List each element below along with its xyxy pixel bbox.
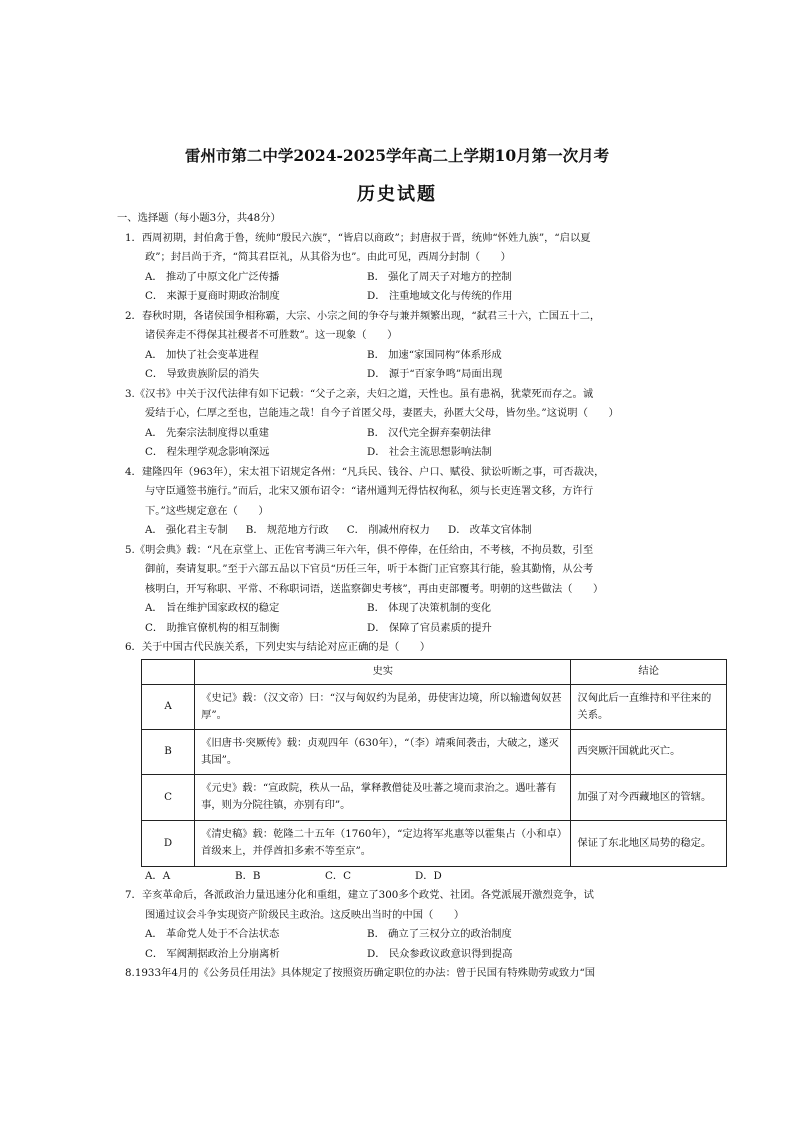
question-8 bbox=[117, 964, 689, 984]
option-b[interactable]: B． 确立了三权分立的政治制度 bbox=[367, 928, 512, 940]
option-a[interactable]: A． 旨在维护国家政权的稳定 bbox=[145, 602, 280, 614]
question-5-options bbox=[125, 599, 689, 638]
option-c[interactable]: C． 导致贵族阶层的消失 bbox=[145, 368, 260, 380]
option-c[interactable]: C． 来源于夏商时期政治制度 bbox=[145, 290, 280, 302]
question-2-line-1: 2．春秋时期，各诸侯国争相称霸，大宗、小宗之间的争夺与兼并频繁出现，“弑君三十六，亡国五十二， bbox=[125, 309, 601, 322]
row-fact: 《旧唐书·突厥传》载：贞观四年（630年），“（李）靖乘间袭击，大破之，遂灭其国”。 bbox=[195, 729, 571, 774]
row-fact: 《元史》载：“宣政院，秩从一品，掌释教僧徒及吐蕃之境而隶治之。遇吐蕃有事，则为分院往镇，亦别有印”。 bbox=[195, 774, 571, 820]
row-letter: A bbox=[142, 684, 195, 729]
table-row bbox=[142, 774, 727, 820]
option-c[interactable]: C． 助推官僚机构的相互制衡 bbox=[145, 621, 280, 634]
option-d[interactable]: D． 改革文官体制 bbox=[447, 524, 532, 536]
option-c[interactable]: C．C bbox=[325, 869, 352, 882]
question-3-options bbox=[125, 424, 689, 463]
option-c[interactable]: C． 程朱理学观念影响深远 bbox=[145, 446, 270, 458]
question-6 bbox=[117, 638, 712, 886]
question-5-line-1: 5.《明会典》载：“凡在京堂上、正佐官考满三年六年，俱不停俸，在任给由，不考核，不拘员数，引至 bbox=[125, 543, 594, 556]
question-5-line-2: 御前，奏请复职。”至于六部五品以下官员“历任三年，听于本衙门正官察其行能，验其勤惰，从公考 bbox=[145, 563, 594, 575]
option-d[interactable]: D． 保障了官员素质的提升 bbox=[367, 621, 492, 634]
question-3 bbox=[117, 385, 689, 463]
table-header-conclusion: 结论 bbox=[571, 659, 727, 684]
question-1-line-2: 政”；封吕尚于齐，“简其君臣礼，从其俗为也”。由此可见，西周分封制（ ） bbox=[145, 251, 511, 263]
option-b[interactable]: B． 汉代完全摒弃秦朝法律 bbox=[367, 426, 492, 439]
option-b[interactable]: B．B bbox=[235, 869, 261, 882]
question-6-table bbox=[141, 659, 727, 867]
question-1-line-1: 1．西周初期，封伯禽于鲁，统帅“殷民六族”，“皆启以商政”；封唐叔于晋，统帅“怀姓九族”，“启以夏 bbox=[125, 231, 591, 244]
question-1-options bbox=[125, 268, 689, 307]
row-fact: 《清史稿》载：乾隆二十五年（1760年），“定边将军兆惠等以霍集占（小和卓）首级来上，并俘酋扣多索不等至京”。 bbox=[195, 820, 571, 866]
option-b[interactable]: B． 体现了决策机制的变化 bbox=[367, 602, 492, 614]
option-a[interactable]: A． 革命党人处于不合法状态 bbox=[145, 928, 280, 940]
question-6-stem: 6．关于中国古代民族关系，下列史实与结论对应正确的是（ ） bbox=[125, 641, 431, 653]
row-conclusion: 加强了对今西藏地区的管辖。 bbox=[571, 774, 727, 820]
question-4-line-1: 4．建隆四年（963年），宋太祖下诏规定各州：“凡兵民、钱谷、户口、赋役、狱讼听断之事，可否裁决， bbox=[125, 465, 605, 478]
option-d[interactable]: D． 民众参政议政意识得到提高 bbox=[367, 947, 513, 960]
option-c[interactable]: C． 军阀割据政治上分崩离析 bbox=[145, 947, 280, 960]
option-a[interactable]: A． 先秦宗法制度得以重建 bbox=[145, 426, 269, 439]
question-6-options bbox=[125, 867, 689, 887]
option-c[interactable]: C． 削减州府权力 bbox=[346, 524, 430, 536]
option-b[interactable]: B． 强化了周天子对地方的控制 bbox=[367, 270, 512, 283]
option-a[interactable]: A． 加快了社会变革进程 bbox=[145, 348, 259, 361]
question-4-options bbox=[125, 521, 689, 541]
option-a[interactable]: A．A bbox=[145, 869, 171, 882]
section-heading: 一、选择题（每小题3分，共48分） bbox=[117, 212, 281, 224]
row-conclusion: 保证了东北地区局势的稳定。 bbox=[571, 820, 727, 866]
row-conclusion: 汉匈此后一直维持和平往来的关系。 bbox=[571, 684, 727, 729]
question-3-line-2: 爱结于心，仁厚之至也，岂能违之哉！自今子首匿父母，妻匿夫，孙匿大父母，皆勿坐。”这说明（ ） bbox=[145, 407, 619, 419]
question-2 bbox=[117, 307, 689, 385]
table-header-row bbox=[142, 659, 727, 684]
exam-title: 雷州市第二中学2024-2025学年高二上学期10月第一次月考 bbox=[184, 146, 610, 165]
question-5-line-3: 核明白，开写称职、平常、不称职词语，送监察御史考核”，再由吏部覆考。明朝的这些做法（ ） bbox=[145, 582, 604, 595]
table-header-fact: 史实 bbox=[195, 659, 571, 684]
row-fact: 《史记》载：（汉文帝）曰：“汉与匈奴约为昆弟，毋使害边境，所以输遗匈奴甚厚”。 bbox=[195, 684, 571, 729]
question-3-line-1: 3.《汉书》中关于汉代法律有如下记载：“父子之亲，夫妇之道，天性也。虽有患祸，犹蒙死而存之。诚 bbox=[125, 387, 594, 400]
option-a[interactable]: A． 推动了中原文化广泛传播 bbox=[145, 270, 280, 283]
table-row bbox=[142, 729, 727, 774]
question-7-line-2: 图通过议会斗争实现资产阶级民主政治。这反映出当时的中国（ ） bbox=[145, 908, 465, 921]
question-1 bbox=[117, 229, 689, 307]
exam-content bbox=[117, 209, 712, 984]
option-a[interactable]: A． 强化君主专制 bbox=[145, 524, 228, 536]
table-header-blank bbox=[142, 659, 195, 684]
question-8-line-1: 8.1933年4月的《公务员任用法》具体规定了按照资历确定职位的办法：曾于民国有特殊勋劳或致力“国 bbox=[125, 967, 596, 979]
exam-subject-title: 历史试题 bbox=[357, 184, 437, 205]
option-d[interactable]: D． 源于“百家争鸣”局面出现 bbox=[367, 368, 503, 380]
option-b[interactable]: B． 规范地方行政 bbox=[245, 524, 329, 536]
question-5 bbox=[117, 541, 689, 639]
option-d[interactable]: D． 注重地域文化与传统的作用 bbox=[367, 290, 513, 302]
row-letter: B bbox=[142, 729, 195, 774]
question-7 bbox=[117, 886, 689, 964]
table-row bbox=[142, 820, 727, 866]
row-letter: D bbox=[142, 820, 195, 866]
question-2-options bbox=[125, 346, 689, 385]
row-letter: C bbox=[142, 774, 195, 820]
row-conclusion: 西突厥汗国就此灭亡。 bbox=[571, 729, 727, 774]
option-d[interactable]: D．D bbox=[415, 869, 442, 882]
question-7-line-1: 7．辛亥革命后，各派政治力量迅速分化和重组，建立了300多个政党、社团。各党派展开激烈竞争，试 bbox=[125, 889, 594, 901]
table-row bbox=[142, 684, 727, 729]
question-4 bbox=[117, 463, 689, 541]
option-d[interactable]: D． 社会主流思想影响法制 bbox=[367, 446, 492, 458]
question-4-line-2: 与守臣通签书施行。”而后，北宋又颁布诏令：“诸州通判无得怙权徇私，须与长吏连署文移，方许行 bbox=[145, 485, 594, 497]
question-7-options bbox=[125, 925, 689, 964]
question-2-line-2: 诸侯奔走不得保其社稷者不可胜数”。这一现象（ ） bbox=[145, 329, 398, 341]
question-4-line-3: 下。”这些规定意在（ ） bbox=[145, 504, 269, 517]
option-b[interactable]: B． 加速“家国同构”体系形成 bbox=[367, 348, 502, 361]
